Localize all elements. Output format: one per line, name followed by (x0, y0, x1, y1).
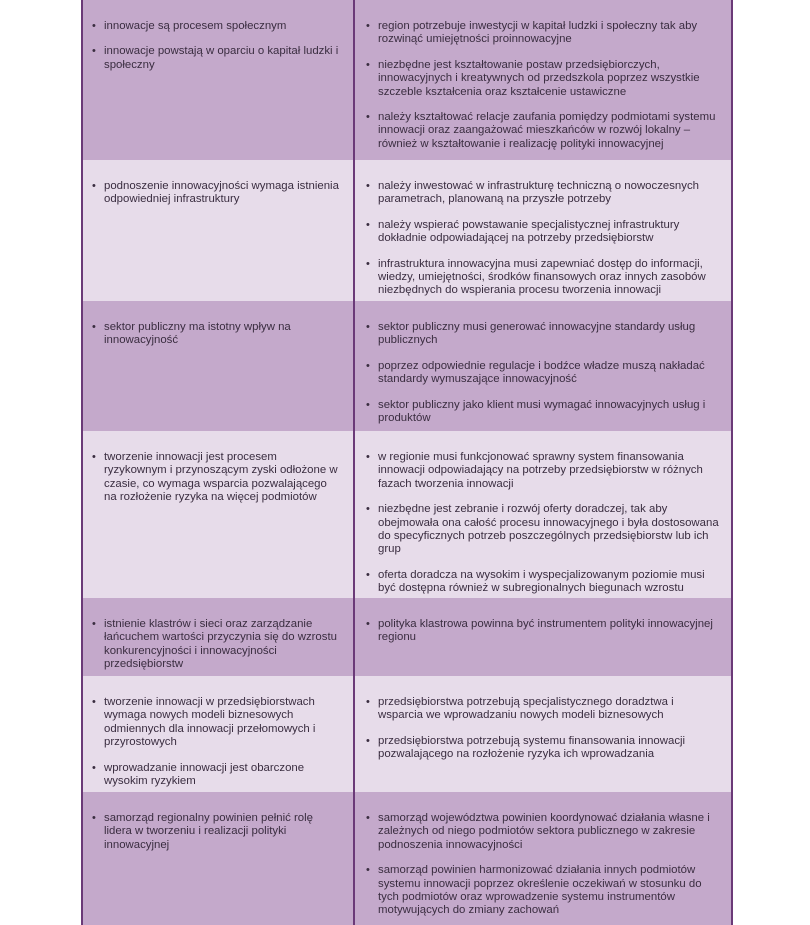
list-item-text: przedsiębiorstwa potrzebują systemu finansowania innowacji pozwalającego na rozłożenie ryzyka ich wprowadzania (378, 734, 686, 761)
list-item-text: region potrzebuje inwestycji w kapitał ludzki i społeczny tak aby rozwinąć umiejętności proinnowacyjne (378, 20, 698, 46)
bullet-icon: • (366, 257, 370, 270)
bullet-icon: • (366, 111, 370, 124)
bullet-icon: • (366, 864, 370, 877)
list-item (366, 569, 721, 596)
list-item (366, 735, 721, 762)
bullet-icon: • (92, 812, 96, 824)
bullet-icon: • (92, 696, 96, 708)
list-item-text: sektor publiczny musi generować innowacyjne standardy usług publicznych (378, 321, 696, 347)
bullet-icon: • (366, 451, 370, 463)
list-item (92, 451, 340, 505)
bullet-icon: • (366, 321, 370, 333)
list-item (366, 864, 721, 918)
bullet-icon: • (366, 359, 370, 372)
implication-cell (354, 598, 733, 676)
implication-cell (354, 160, 733, 301)
bullet-icon: • (366, 218, 370, 231)
list-item-text: oferta doradcza na wysokim i wyspecjalizowanym poziomie musi być dostępna również w subregionalnych biegunach wzrostu (378, 568, 705, 595)
list-item (92, 321, 340, 348)
table-row (81, 431, 733, 598)
list-item-text: należy kształtować relacje zaufania pomiędzy podmiotami systemu innowacji oraz zaangażować mieszkańców w rozwój lokalny – również w kształtowanie i realizację polityki innowacyjnej (378, 111, 716, 150)
list-item (366, 180, 721, 207)
bullet-icon: • (366, 734, 370, 747)
list-item (366, 399, 721, 426)
list-item-text: samorząd województwa powinien koordynować działania własne i zależnych od niego podmiotów sektora publicznego w zakresie podnoszenia innowacyjności (378, 812, 710, 851)
list-item-text: poprzez odpowiednie regulacje i bodźce władze muszą nakładać standardy wymuszające innowacyjność (378, 359, 705, 386)
column-divider (81, 0, 83, 925)
condition-cell (81, 598, 354, 676)
bullet-icon: • (92, 451, 96, 463)
list-item (366, 258, 721, 298)
list-item (92, 618, 340, 672)
bullet-icon: • (366, 812, 370, 824)
list-item-text: należy inwestować w infrastrukturę techniczną o nowoczesnych parametrach, planowaną na przyszłe potrzeby (378, 180, 699, 206)
list-item-text: tworzenie innowacji w przedsiębiorstwach wymaga nowych modeli biznesowych odmiennych dla innowacji przełomowych i przyrostowych (104, 696, 316, 749)
list-item (366, 360, 721, 387)
list-item (366, 451, 721, 491)
list-item (366, 59, 721, 99)
list-item (366, 20, 721, 47)
list-item (366, 321, 721, 348)
bullet-icon: • (92, 618, 96, 630)
list-item (366, 503, 721, 557)
bullet-icon: • (92, 761, 96, 774)
list-item-text: tworzenie innowacji jest procesem ryzykownym i przynoszącym zyski odłożone w czasie, co wymaga wsparcia pozwalającego na rozłożenie ryzyka na więcej podmiotów (104, 451, 338, 504)
list-item (366, 696, 721, 723)
table-row (81, 676, 733, 792)
condition-cell (81, 0, 354, 160)
list-item-text: infrastruktura innowacyjna musi zapewniać dostęp do informacji, wiedzy, umiejętności, środków finansowych oraz innych zasobów niezbędnych do wspierania procesu tworzenia innowacji (378, 257, 706, 297)
table-row (81, 0, 733, 160)
list-item-text: w regionie musi funkcjonować sprawny system finansowania innowacji odpowiadający na potrzeby przedsiębiorstw w różnych fazach tworzenia innowacji (378, 451, 703, 490)
bullet-icon: • (366, 696, 370, 708)
condition-cell (81, 160, 354, 301)
table-row (81, 598, 733, 676)
bullet-icon: • (366, 20, 370, 32)
list-item (366, 219, 721, 246)
list-item (366, 111, 721, 151)
list-item (92, 45, 340, 72)
bullet-icon: • (366, 618, 370, 630)
implication-cell (354, 301, 733, 431)
condition-cell (81, 676, 354, 792)
list-item (92, 762, 340, 789)
list-item-text: niezbędne jest zebranie i rozwój oferty doradczej, tak aby obejmowała ona całość procesu innowacyjnego i była dostosowana do specyficznych potrzeb poszczególnych przedsiębiorstw lub ich grup (378, 503, 719, 556)
bullet-icon: • (92, 321, 96, 333)
table-row (81, 792, 733, 925)
implication-cell (354, 431, 733, 598)
list-item-text: niezbędne jest kształtowanie postaw przedsiębiorczych, innowacyjnych i kreatywnych od przedszkola poprzez wszystkie szczeble kształcenia oraz kształcenie ustawiczne (378, 58, 700, 98)
list-item-text: sektor publiczny ma istotny wpływ na innowacyjność (104, 321, 291, 347)
list-item-text: samorząd powinien harmonizować działania innych podmiotów systemu innowacji poprzez określenie oczekiwań w stosunku do tych podmiotów oraz wprowadzenie systemu instrumentów motywujących do zmiany zachowań (378, 864, 702, 917)
condition-cell (81, 301, 354, 431)
table-row (81, 301, 733, 431)
implication-cell (354, 676, 733, 792)
list-item-text: innowacje powstają w oparciu o kapitał ludzki i społeczny (104, 45, 339, 71)
implication-cell (354, 0, 733, 160)
bullet-icon: • (92, 45, 96, 58)
list-item-text: wprowadzanie innowacji jest obarczone wysokim ryzykiem (104, 761, 305, 788)
bullet-icon: • (92, 20, 96, 32)
bullet-icon: • (92, 180, 96, 192)
list-item (366, 812, 721, 852)
list-item (92, 812, 340, 852)
condition-cell (81, 792, 354, 925)
list-item-text: istnienie klastrów i sieci oraz zarządzanie łańcuchem wartości przyczynia się do wzrostu konkurencyjności i innowacyjności przedsiębiorstw (104, 618, 337, 671)
bullet-icon: • (366, 398, 370, 411)
innovation-table (81, 0, 733, 925)
condition-cell (81, 431, 354, 598)
table-row (81, 160, 733, 301)
column-divider (731, 0, 733, 925)
list-item-text: polityka klastrowa powinna być instrumentem polityki innowacyjnej regionu (378, 618, 713, 644)
list-item-text: należy wspierać powstawanie specjalistycznej infrastruktury dokładnie odpowiadającej na potrzeby przedsiębiorstw (378, 218, 680, 245)
implication-cell (354, 792, 733, 925)
column-divider (353, 0, 355, 925)
list-item-text: podnoszenie innowacyjności wymaga istnienia odpowiedniej infrastruktury (104, 180, 339, 206)
list-item (366, 618, 721, 645)
bullet-icon: • (366, 568, 370, 581)
list-item (92, 180, 340, 207)
list-item-text: samorząd regionalny powinien pełnić rolę lidera w tworzeniu i realizacji polityki innowacyjnej (104, 812, 313, 851)
list-item-text: przedsiębiorstwa potrzebują specjalistycznego doradztwa i wsparcia we wprowadzaniu nowych modeli biznesowych (378, 696, 674, 722)
list-item-text: sektor publiczny jako klient musi wymagać innowacyjnych usług i produktów (378, 398, 706, 425)
bullet-icon: • (366, 180, 370, 192)
list-item (92, 20, 340, 33)
bullet-icon: • (366, 58, 370, 71)
list-item (92, 696, 340, 750)
list-item-text: innowacje są procesem społecznym (104, 20, 287, 32)
bullet-icon: • (366, 503, 370, 516)
